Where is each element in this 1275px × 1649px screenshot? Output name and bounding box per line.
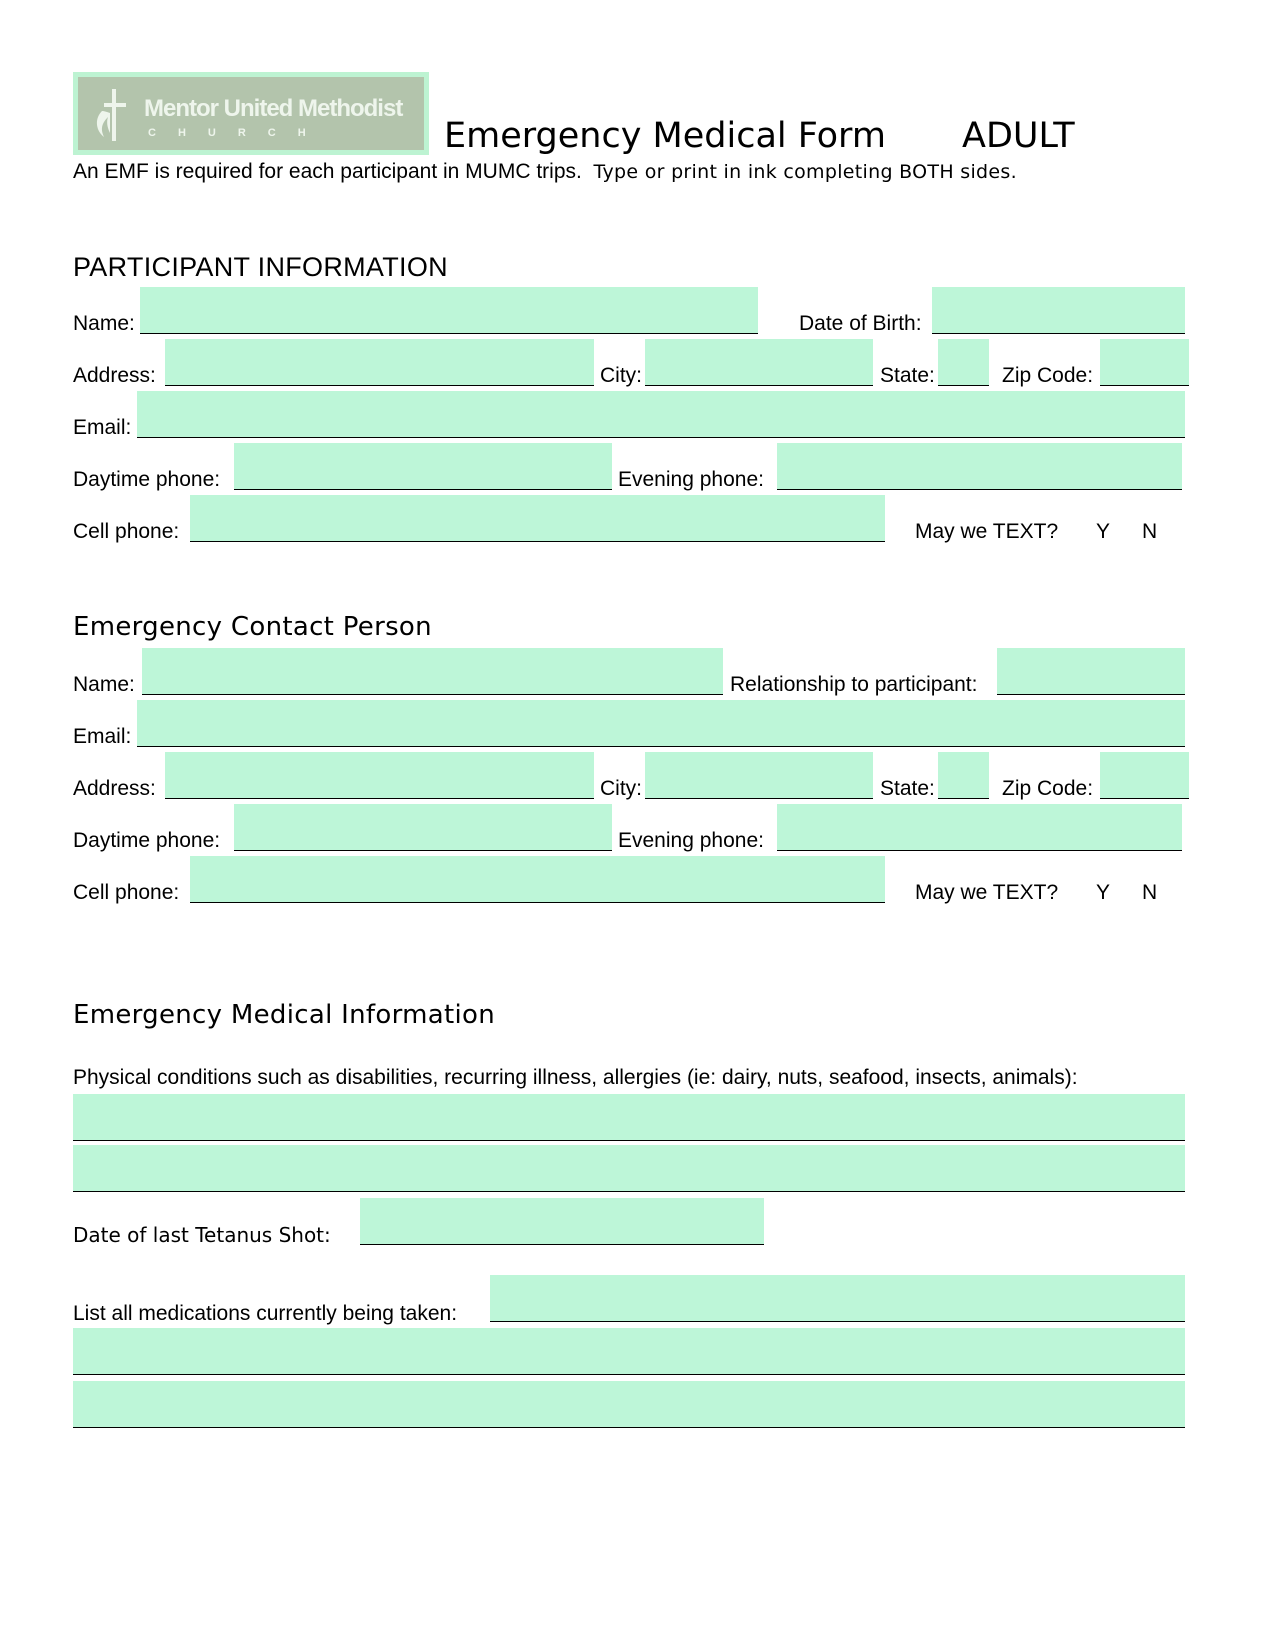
participant-section-heading: PARTICIPANT INFORMATION	[73, 252, 448, 282]
contact-name-label: Name:	[73, 673, 135, 696]
instructions-text	[73, 160, 1017, 184]
logo-church-text: CHURCH	[148, 127, 328, 139]
medications-field-line-3[interactable]	[73, 1381, 1185, 1428]
contact-address-field[interactable]	[165, 752, 594, 799]
participant-city-label: City:	[600, 364, 642, 387]
medical-section-heading: Emergency Medical Information	[73, 1000, 495, 1030]
medical-conditions-field-line-2[interactable]	[73, 1145, 1185, 1192]
form-type-label: ADULT	[962, 116, 1075, 156]
cross-and-flame-icon	[90, 85, 140, 145]
medications-field-line-1[interactable]	[490, 1275, 1185, 1322]
participant-dob-label: Date of Birth:	[799, 312, 922, 335]
participant-dob-field[interactable]	[932, 287, 1185, 334]
contact-address-label: Address:	[73, 777, 156, 800]
contact-email-field[interactable]	[137, 700, 1185, 747]
participant-address-field[interactable]	[165, 339, 594, 386]
contact-cell-phone-label: Cell phone:	[73, 881, 180, 904]
contact-daytime-phone-label: Daytime phone:	[73, 829, 221, 852]
contact-cell-phone-field[interactable]	[190, 856, 885, 903]
participant-text-no-option[interactable]: N	[1142, 520, 1158, 543]
contact-city-field[interactable]	[645, 752, 873, 799]
participant-daytime-phone-field[interactable]	[234, 443, 612, 490]
contact-zip-field[interactable]	[1100, 752, 1189, 799]
contact-email-label: Email:	[73, 725, 132, 748]
participant-state-field[interactable]	[938, 339, 989, 386]
participant-name-label: Name:	[73, 312, 135, 335]
tetanus-date-field[interactable]	[360, 1198, 764, 1245]
participant-cell-phone-field[interactable]	[190, 495, 885, 542]
contact-name-field[interactable]	[142, 648, 723, 695]
participant-name-field[interactable]	[140, 287, 758, 334]
contact-city-label: City:	[600, 777, 642, 800]
medical-conditions-label: Physical conditions such as disabilities, recurring illness, allergies (ie: dairy, nuts, seafood, insects, animals):	[73, 1066, 1078, 1089]
participant-zip-label: Zip Code:	[1002, 364, 1094, 387]
contact-text-no-option[interactable]: N	[1142, 881, 1158, 904]
contact-state-field[interactable]	[938, 752, 989, 799]
form-title: Emergency Medical Form	[444, 116, 886, 156]
contact-relationship-field[interactable]	[997, 648, 1185, 695]
contact-state-label: State:	[880, 777, 935, 800]
participant-email-field[interactable]	[137, 391, 1185, 438]
participant-text-yes-option[interactable]: Y	[1096, 520, 1111, 543]
contact-evening-phone-field[interactable]	[777, 804, 1182, 851]
tetanus-label: Date of last Tetanus Shot:	[73, 1223, 331, 1247]
contact-evening-phone-label: Evening phone:	[618, 829, 764, 852]
instructions-part-b: Type or print in ink completing BOTH sides.	[593, 161, 1017, 183]
participant-evening-phone-field[interactable]	[777, 443, 1182, 490]
instructions-part-a: An EMF is required for each participant in MUMC trips.	[73, 160, 582, 183]
logo-background	[78, 77, 424, 150]
contact-relationship-label: Relationship to participant:	[730, 673, 978, 696]
contact-zip-label: Zip Code:	[1002, 777, 1094, 800]
participant-state-label: State:	[880, 364, 935, 387]
participant-zip-field[interactable]	[1100, 339, 1189, 386]
participant-daytime-phone-label: Daytime phone:	[73, 468, 221, 491]
contact-section-heading: Emergency Contact Person	[73, 612, 432, 642]
participant-email-label: Email:	[73, 416, 132, 439]
medications-label: List all medications currently being taken:	[73, 1302, 458, 1325]
participant-cell-phone-label: Cell phone:	[73, 520, 180, 543]
logo-name-text: Mentor United Methodist	[144, 95, 403, 122]
contact-text-question: May we TEXT?	[915, 881, 1059, 904]
contact-daytime-phone-field[interactable]	[234, 804, 612, 851]
contact-text-yes-option[interactable]: Y	[1096, 881, 1111, 904]
participant-evening-phone-label: Evening phone:	[618, 468, 764, 491]
participant-city-field[interactable]	[645, 339, 873, 386]
participant-text-question: May we TEXT?	[915, 520, 1059, 543]
church-logo	[73, 72, 429, 155]
medications-field-line-2[interactable]	[73, 1328, 1185, 1375]
medical-conditions-field-line-1[interactable]	[73, 1094, 1185, 1141]
participant-address-label: Address:	[73, 364, 156, 387]
